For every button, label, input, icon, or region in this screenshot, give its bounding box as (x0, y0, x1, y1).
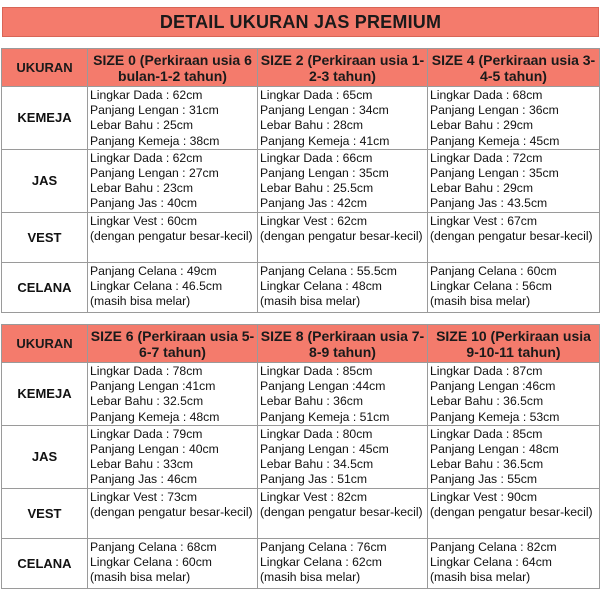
measurement-line: Lingkar Vest : 82cm (260, 489, 368, 504)
measurement-line: Panjang Jas : 43.5cm (430, 196, 548, 211)
table-row (2, 488, 600, 538)
measurement-line: (dengan pengatur besar-kecil) (260, 504, 423, 519)
measurement-line: Lingkar Dada : 65cm (260, 88, 373, 102)
measurement-line: Lingkar Vest : 62cm (260, 213, 368, 228)
measurement-line: Lingkar Dada : 78cm (90, 364, 203, 378)
measurement-line: Lingkar Celana : 56cm (430, 278, 552, 293)
size-cell (258, 538, 428, 588)
table-row (2, 212, 600, 262)
measurement-line: Lingkar Dada : 66cm (260, 150, 373, 165)
measurement-line: Lingkar Celana : 48cm (260, 278, 382, 293)
row-label: KEMEJA (2, 363, 88, 426)
measurement-line: Panjang Lengan : 48cm (430, 442, 559, 457)
measurement-line: Panjang Kemeja : 38cm (90, 133, 220, 148)
column-header: SIZE 0 (Perkiraan usia 6 bulan-1-2 tahun) (88, 49, 258, 87)
measurement-line: Lebar Bahu : 36.5cm (430, 457, 544, 472)
measurement-line: Lingkar Vest : 60cm (90, 213, 198, 228)
title-bar (2, 7, 599, 37)
measurement-line: Lingkar Vest : 73cm (90, 489, 198, 504)
measurement-line: Lingkar Dada : 79cm (90, 426, 203, 441)
measurement-line: Panjang Celana : 49cm (90, 263, 217, 278)
row-label: KEMEJA (2, 87, 88, 150)
measurement-line: Lebar Bahu : 32.5cm (90, 394, 204, 409)
measurement-line: Panjang Celana : 82cm (430, 539, 557, 554)
measurement-line: Panjang Lengan :46cm (430, 379, 556, 394)
measurement-line: Panjang Jas : 51cm (260, 472, 368, 487)
measurement-line: (masih bisa melar) (260, 294, 361, 309)
measurement-line: Lingkar Dada : 62cm (90, 150, 203, 165)
measurement-line: Lingkar Dada : 87cm (430, 364, 543, 378)
size-cell (428, 262, 600, 312)
row-label: CELANA (2, 538, 88, 588)
measurement-line: (dengan pengatur besar-kecil) (260, 228, 423, 243)
size-cell (88, 149, 258, 212)
measurement-line: Lebar Bahu : 28cm (260, 118, 363, 133)
row-label: CELANA (2, 262, 88, 312)
measurement-line: Panjang Kemeja : 51cm (260, 409, 390, 424)
measurement-line: Panjang Lengan :41cm (90, 379, 216, 394)
measurement-line: Lingkar Dada : 68cm (430, 88, 543, 102)
measurement-line: Lingkar Celana : 62cm (260, 554, 382, 569)
measurement-line: Lingkar Celana : 64cm (430, 554, 552, 569)
measurement-line: Lingkar Dada : 85cm (260, 364, 373, 378)
measurement-line: Panjang Celana : 60cm (430, 263, 557, 278)
size-cell (428, 425, 600, 488)
column-header: SIZE 6 (Perkiraan usia 5-6-7 tahun) (88, 325, 258, 363)
measurement-line: Lingkar Vest : 90cm (430, 489, 538, 504)
measurement-line: Panjang Lengan : 35cm (260, 166, 389, 181)
measurement-line: Lebar Bahu : 25cm (90, 118, 193, 133)
size-cell (258, 149, 428, 212)
measurement-line: Panjang Lengan : 34cm (260, 103, 389, 118)
size-cell (258, 425, 428, 488)
size-cell (428, 87, 600, 150)
row-label: VEST (2, 488, 88, 538)
column-header: SIZE 10 (Perkiraan usia 9-10-11 tahun) (428, 325, 600, 363)
size-cell (428, 363, 600, 426)
measurement-line: Panjang Celana : 68cm (90, 539, 217, 554)
measurement-line: Lingkar Vest : 67cm (430, 213, 538, 228)
measurement-line: Panjang Celana : 76cm (260, 539, 387, 554)
measurement-line: Lebar Bahu : 23cm (90, 181, 193, 196)
corner-label: UKURAN (2, 325, 88, 363)
measurement-line: Lebar Bahu : 29cm (430, 118, 533, 133)
size-cell (428, 488, 600, 538)
measurement-line: (masih bisa melar) (430, 570, 531, 585)
size-cell (88, 538, 258, 588)
size-cell (258, 212, 428, 262)
measurement-line: (dengan pengatur besar-kecil) (90, 228, 253, 243)
measurement-line: Lingkar Dada : 85cm (430, 426, 543, 441)
size-cell (88, 488, 258, 538)
size-cell (428, 149, 600, 212)
measurement-line: Panjang Jas : 46cm (90, 472, 198, 487)
measurement-line: Panjang Lengan :44cm (260, 379, 386, 394)
size-cell (428, 212, 600, 262)
measurement-line: Panjang Jas : 55cm (430, 472, 538, 487)
size-cell (258, 488, 428, 538)
size-cell (88, 262, 258, 312)
measurement-line: Panjang Lengan : 40cm (90, 442, 219, 457)
measurement-line: (dengan pengatur besar-kecil) (90, 504, 253, 519)
size-table-bottom (1, 324, 600, 589)
column-header: SIZE 8 (Perkiraan usia 7-8-9 tahun) (258, 325, 428, 363)
size-cell (258, 87, 428, 150)
table-row (2, 538, 600, 588)
measurement-line: (dengan pengatur besar-kecil) (430, 504, 593, 519)
table-row (2, 262, 600, 312)
measurement-line: Lebar Bahu : 29cm (430, 181, 533, 196)
measurement-line: Lebar Bahu : 25.5cm (260, 181, 374, 196)
measurement-line: Panjang Kemeja : 45cm (430, 133, 560, 148)
size-cell (88, 363, 258, 426)
measurement-line: Lingkar Dada : 80cm (260, 426, 373, 441)
measurement-line: Lingkar Dada : 62cm (90, 88, 203, 102)
row-label: JAS (2, 149, 88, 212)
measurement-line: Panjang Kemeja : 53cm (430, 409, 560, 424)
page-title: DETAIL UKURAN JAS PREMIUM (159, 11, 442, 32)
measurement-line: (dengan pengatur besar-kecil) (430, 228, 593, 243)
table-row (2, 149, 600, 212)
measurement-line: Lingkar Celana : 46.5cm (90, 278, 223, 293)
measurement-line: Lingkar Dada : 72cm (430, 150, 543, 165)
column-header: SIZE 4 (Perkiraan usia 3-4-5 tahun) (428, 49, 600, 87)
measurement-line: Panjang Jas : 40cm (90, 196, 198, 211)
corner-label: UKURAN (2, 49, 88, 87)
measurement-line: Lingkar Celana : 60cm (90, 554, 212, 569)
measurement-line: Lebar Bahu : 36cm (260, 394, 363, 409)
measurement-line: Lebar Bahu : 36.5cm (430, 394, 544, 409)
measurement-line: Panjang Lengan : 45cm (260, 442, 389, 457)
measurement-line: (masih bisa melar) (90, 294, 191, 309)
measurement-line: Panjang Celana : 55.5cm (260, 263, 397, 278)
size-cell (258, 363, 428, 426)
measurement-line: Panjang Kemeja : 48cm (90, 409, 220, 424)
measurement-line: (masih bisa melar) (260, 570, 361, 585)
measurement-line: (masih bisa melar) (90, 570, 191, 585)
size-cell (88, 212, 258, 262)
measurement-line: Panjang Lengan : 27cm (90, 166, 219, 181)
size-cell (88, 87, 258, 150)
measurement-line: Panjang Lengan : 35cm (430, 166, 559, 181)
size-cell (258, 262, 428, 312)
size-cell (88, 425, 258, 488)
row-label: VEST (2, 212, 88, 262)
measurement-line: Lebar Bahu : 33cm (90, 457, 193, 472)
measurement-line: (masih bisa melar) (430, 294, 531, 309)
measurement-line: Panjang Jas : 42cm (260, 196, 368, 211)
measurement-line: Panjang Lengan : 36cm (430, 103, 559, 118)
table-row (2, 363, 600, 426)
row-label: JAS (2, 425, 88, 488)
size-table-top (1, 48, 600, 313)
table-row (2, 425, 600, 488)
column-header: SIZE 2 (Perkiraan usia 1-2-3 tahun) (258, 49, 428, 87)
measurement-line: Lebar Bahu : 34.5cm (260, 457, 374, 472)
measurement-line: Panjang Kemeja : 41cm (260, 133, 390, 148)
measurement-line: Panjang Lengan : 31cm (90, 103, 219, 118)
table-row (2, 87, 600, 150)
size-cell (428, 538, 600, 588)
